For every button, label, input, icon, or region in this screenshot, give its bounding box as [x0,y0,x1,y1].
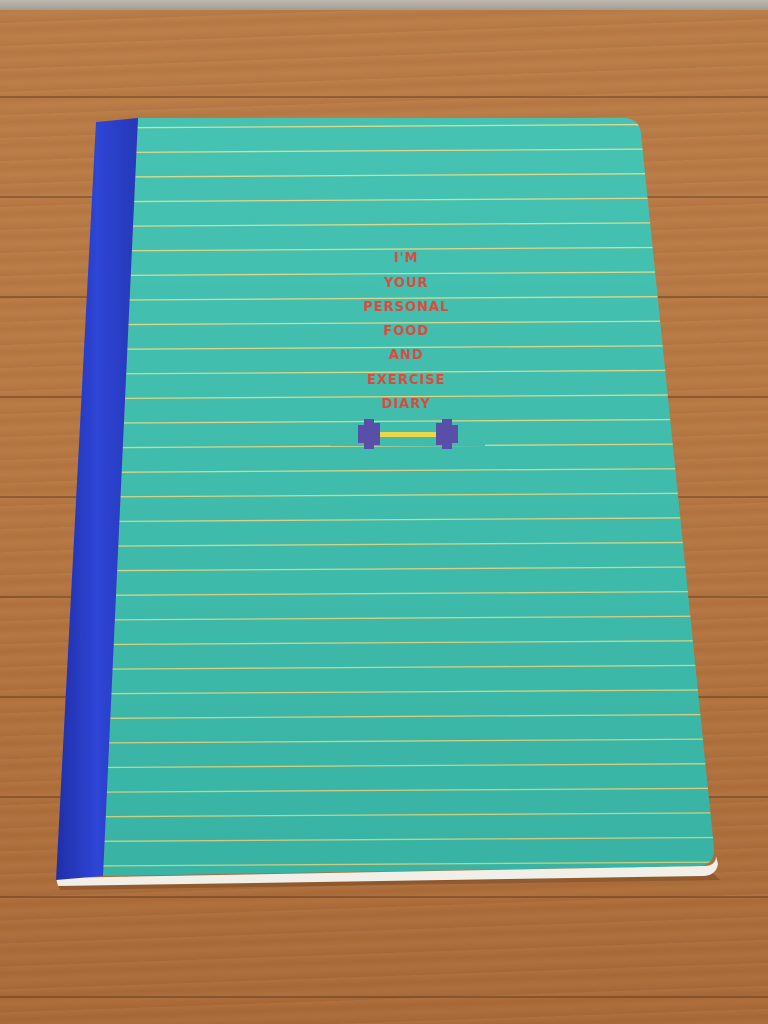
title-line: YOUR [383,276,429,291]
title-line: EXERCISE [366,373,446,388]
title-line: DIARY [381,397,431,412]
title-line: I'M [393,251,419,266]
title-line: AND [388,348,424,363]
title-line: FOOD [383,324,429,339]
cover-shading [103,118,714,876]
title-line: PERSONAL [362,300,450,315]
